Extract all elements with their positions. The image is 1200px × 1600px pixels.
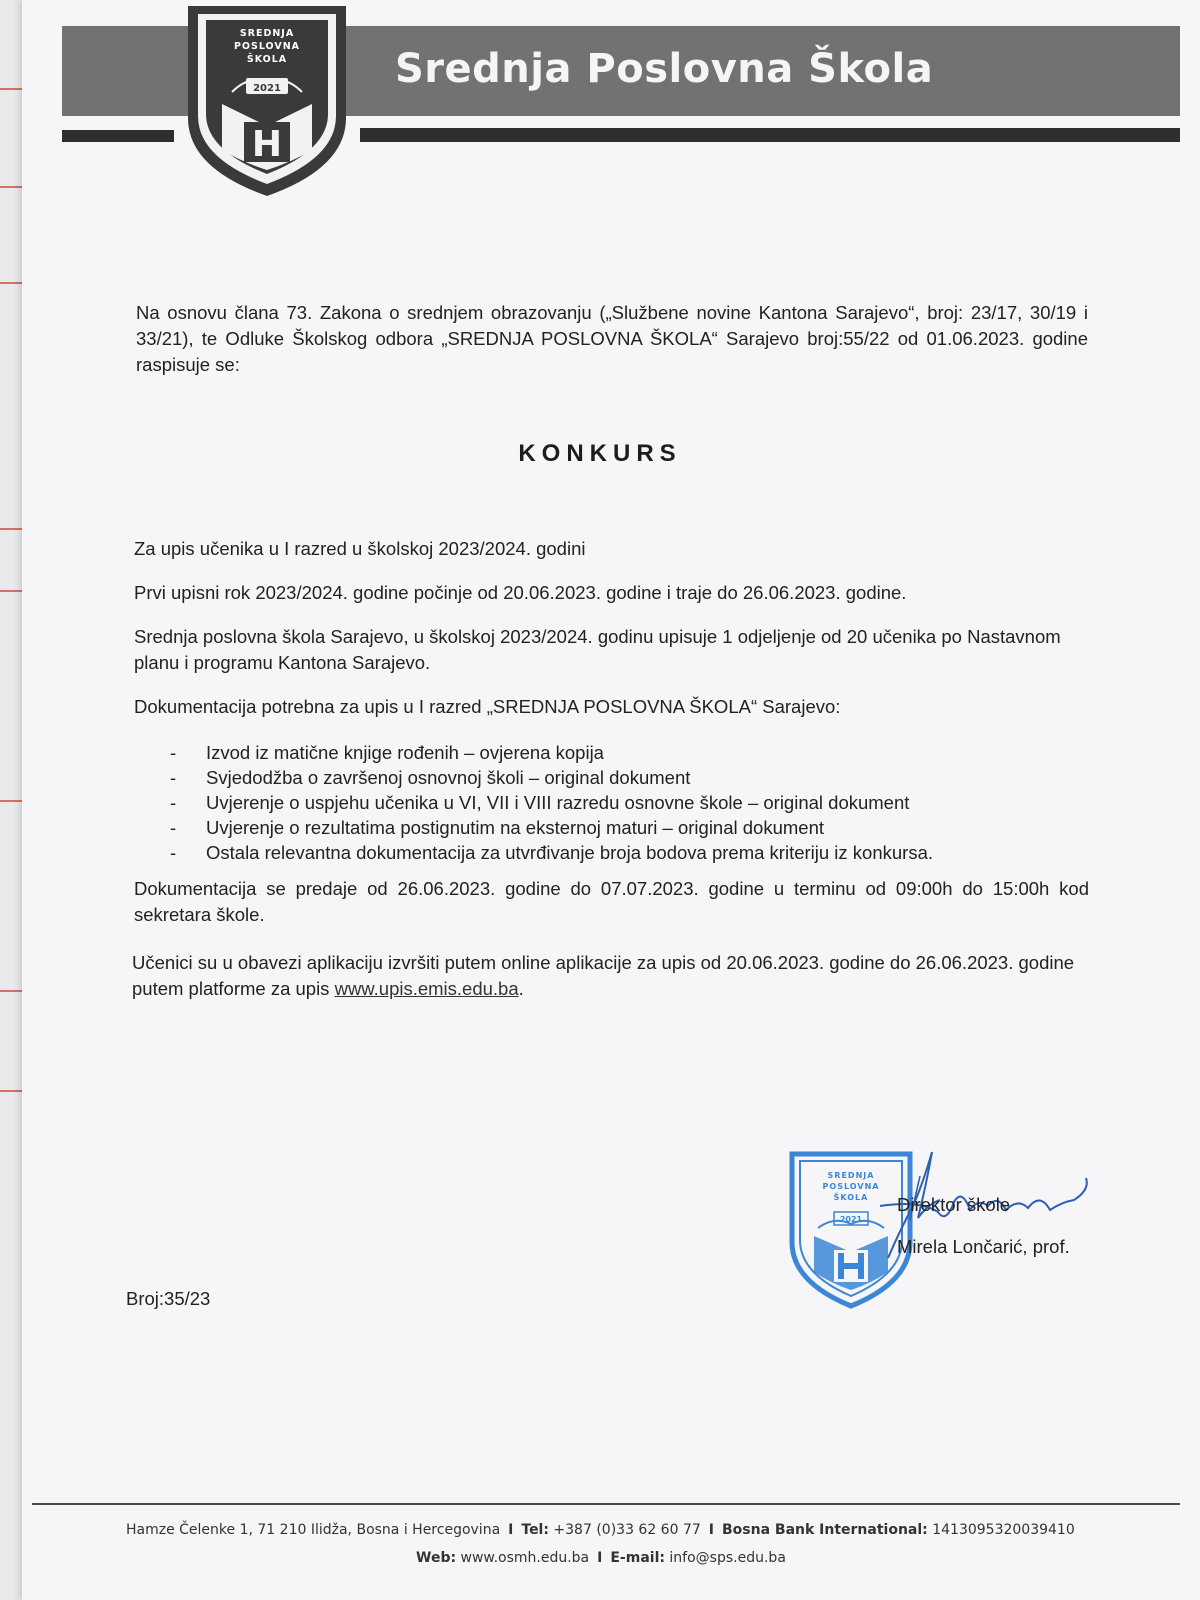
header-rule-left (62, 130, 174, 142)
footer-rule (32, 1503, 1180, 1505)
paragraph-submission-period: Dokumentacija se predaje od 26.06.2023. godine do 07.07.2023. godine u terminu od 09:00h do 15:00h kod sekretara škole. (134, 878, 1089, 925)
paragraph-class-size: Srednja poslovna škola Sarajevo, u školskoj 2023/2024. godinu upisuje 1 odjeljenje od 20 učenika po Nastavnom planu i programu Kantona Sarajevo. (134, 626, 1061, 673)
paragraph-first-deadline: Prvi upisni rok 2023/2024. godine počinje od 20.06.2023. godine i traje do 26.06.2023. godine. (134, 582, 907, 603)
paragraph-required-docs: Dokumentacija potrebna za upis u I razred „SREDNJA POSLOVNA ŠKOLA“ Sarajevo: (134, 696, 841, 717)
logo-line-1: SREDNJA (239, 28, 295, 39)
stamp-year: 2021 (839, 1215, 863, 1224)
stamp-line-3: ŠKOLA (833, 1193, 869, 1202)
intro-paragraph: Na osnovu člana 73. Zakona o srednjem obrazovanju („Službene novine Kantona Sarajevo“, broj: 23/17, 30/19 i 33/21), te Odluke Školskog odbora „SREDNJA POSLOVNA ŠKOLA“ Sarajevo broj:55/22 od 01.06.2023. godine raspisuje se: (136, 302, 1088, 375)
school-name-title: Srednja Poslovna Škola (395, 46, 934, 92)
logo-line-2: POSLOVNA (233, 41, 301, 52)
footer-website-link[interactable]: www.osmh.edu.ba (460, 1550, 590, 1566)
footer-phone: +387 (0)33 62 60 77 (553, 1522, 701, 1538)
director-name: Mirela Lončarić, prof. (897, 1236, 1070, 1257)
footer-email-link[interactable]: info@sps.edu.ba (669, 1550, 786, 1566)
logo-year: 2021 (253, 83, 281, 94)
header-rule-right (360, 128, 1180, 142)
footer-line-1: Hamze Čelenke 1, 71 210 Ilidža, Bosna i Hercegovina I Tel: +387 (0)33 62 60 77 I Bosna Bank International: 1413095320039410 (126, 1522, 1075, 1538)
paragraph-enrollment-year: Za upis učenika u I razred u školskoj 2023/2024. godini (134, 538, 586, 559)
upis-platform-link[interactable]: www.upis.emis.edu.ba (334, 978, 519, 999)
stamp-line-1: SREDNJA (827, 1171, 875, 1180)
background-page-edge (0, 0, 22, 1600)
required-documents-list (134, 740, 1094, 865)
list-item: - Izvod iz matične knjige rođenih – ovjerena kopija (170, 742, 604, 763)
paragraph-online-application: Učenici su u obavezi aplikaciju izvršiti putem online aplikacije za upis od 20.06.2023. godine do 26.06.2023. godine putem platforme za upis www.upis.emis.edu.ba. (132, 952, 1075, 999)
list-item: - Ostala relevantna dokumentacija za utvrđivanje broja bodova prema kriteriju iz konkursa. (170, 842, 934, 863)
footer-bank-account: 1413095320039410 (932, 1522, 1075, 1538)
footer-line-2: Web: www.osmh.edu.ba I E-mail: info@sps.edu.ba (416, 1550, 786, 1566)
document-number: Broj:35/23 (126, 1288, 211, 1309)
list-item: - Uvjerenje o uspjehu učenika u VI, VII i VIII razredu osnovne škole – original dokument (170, 792, 910, 813)
school-crest-logo (182, 0, 352, 200)
online-application-text: Učenici su u obavezi aplikaciju izvršiti putem online aplikacije za upis od 20.06.2023. godine do 26.06.2023. godine putem platforme za upis (132, 952, 1075, 999)
director-title: Direktor škole (897, 1194, 1011, 1215)
logo-line-3: ŠKOLA (246, 54, 288, 65)
footer-address: Hamze Čelenke 1, 71 210 Ilidža, Bosna i Hercegovina (126, 1522, 501, 1538)
list-item: - Uvjerenje o rezultatima postignutim na eksternoj maturi – original dokument (170, 817, 824, 838)
document-heading: KONKURS (518, 440, 682, 467)
list-item: - Svjedodžba o završenoj osnovnoj školi – original dokument (170, 767, 691, 788)
stamp-line-2: POSLOVNA (822, 1182, 880, 1191)
logo-monogram: H (251, 124, 283, 165)
